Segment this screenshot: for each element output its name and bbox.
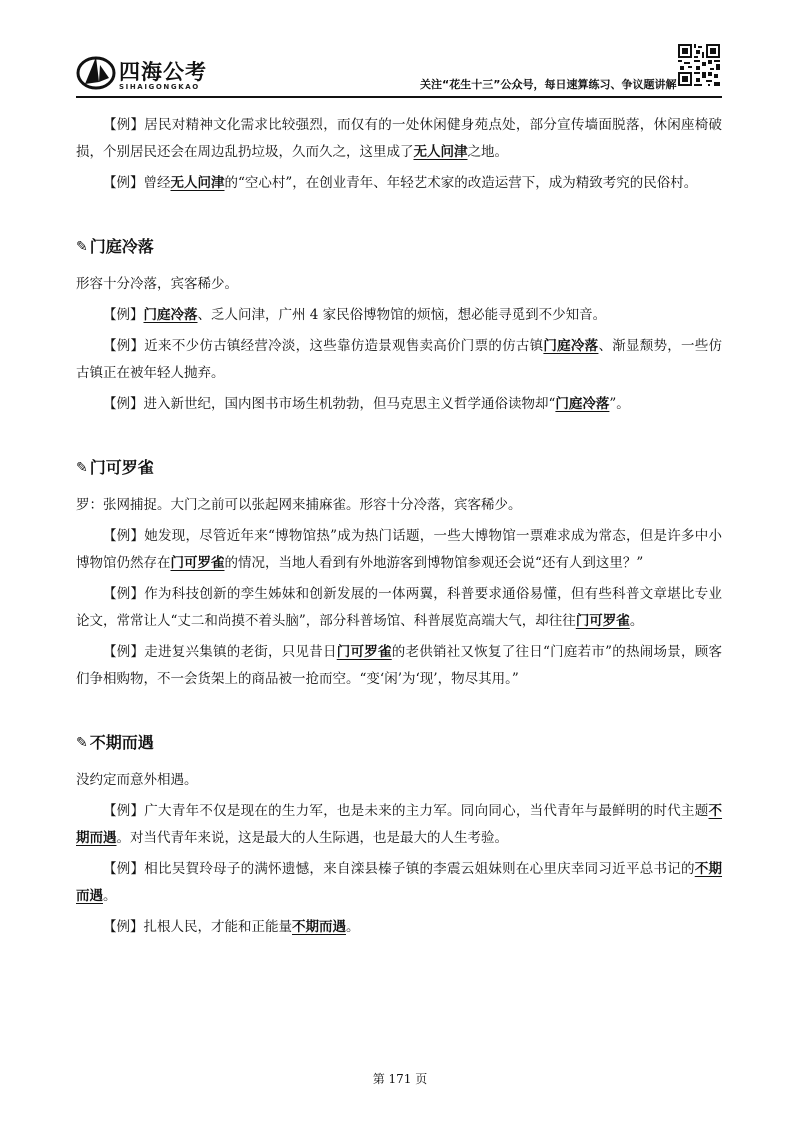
example-paragraph: 【例】走进复兴集镇的老街，只见昔日门可罗雀的老供销社又恢复了往日“门庭若市”的热闹场景，顾客们争相购物，不一会货架上的商品被一抢而空。“变‘闲’为‘现’，物尽其用。”: [76, 644, 723, 687]
keyword-highlight: 门可罗雀: [170, 555, 225, 571]
idiom-section: [76, 731, 722, 941]
header-divider: [76, 96, 722, 98]
keyword-highlight: 门可罗雀: [336, 644, 392, 660]
example-paragraph: 【例】近来不少仿古镇经营冷淡，这些靠仿造景观售卖高价门票的仿古镇门庭冷落、渐显颓势，一些仿古镇正在被年轻人抛弃。: [76, 338, 723, 381]
page-body: [76, 112, 722, 945]
example-paragraph: 【例】进入新世纪，国内图书市场生机勃勃，但马克思主义哲学通俗读物却“门庭冷落”。: [103, 396, 630, 412]
idiom-definition: 形容十分冷落，宾客稀少。: [76, 276, 238, 292]
idiom-definition: 罗：张网捕捉。大门之前可以张起网来捕麻雀。形容十分冷落，宾客稀少。: [76, 497, 522, 513]
keyword-highlight: 无人问津: [413, 144, 468, 160]
example-paragraph: 【例】曾经无人问津的“空心村”，在创业青年、年轻艺术家的改造运营下，成为精致考究的民俗村。: [103, 175, 698, 191]
brand-subtitle: SIHAIGONGKAO: [119, 83, 200, 91]
keyword-highlight: 门庭冷落: [543, 338, 599, 354]
keyword-highlight: 无人问津: [170, 175, 225, 191]
example-paragraph: 【例】作为科技创新的孪生姊妹和创新发展的一体两翼，科普要求通俗易懂，但有些科普文章堪比专业论文，常常让人“丈二和尚摸不着头脑”，部分科普场馆、科普展览高端大气，却往往门可罗雀。: [76, 586, 723, 629]
pencil-icon: ✎: [76, 239, 88, 255]
sail-logo-icon: [76, 52, 116, 92]
idiom-definition: 没约定而意外相遇。: [76, 772, 198, 788]
example-paragraph: 【例】她发现，尽管近年来“博物馆热”成为热门话题，一些大博物馆一票难求成为常态，但是许多中小博物馆仍然存在门可罗雀的情况，当地人看到有外地游客到博物馆参观还会说“还有人到这里？”: [76, 528, 722, 571]
idiom-heading: ✎ 门庭冷落: [76, 235, 722, 259]
keyword-highlight: 不期而遇: [76, 861, 723, 904]
keyword-highlight: 门庭冷落: [143, 307, 198, 323]
idiom-section: [76, 456, 722, 693]
header-slogan: 关注“花生十三”公众号，每日速算练习、争议题讲解: [420, 78, 677, 91]
example-paragraph: 【例】门庭冷落、乏人问津，广州 4 家民俗博物馆的烦恼，想必能寻觅到不少知音。: [103, 307, 607, 323]
example-paragraph: 【例】广大青年不仅是现在的生力军，也是未来的主力军。同向同心，当代青年与最鲜明的时代主题不期而遇。对当代青年来说，这是最大的人生际遇，也是最大的人生考验。: [76, 803, 723, 846]
qr-code-icon: [678, 44, 720, 86]
page-number: 第 171 页: [372, 1072, 428, 1086]
brand-name: 四海公考: [119, 60, 207, 84]
keyword-highlight: 不期而遇: [76, 803, 723, 846]
idiom-section: [76, 235, 722, 418]
keyword-highlight: 门可罗雀: [575, 613, 630, 629]
page-header: [0, 0, 800, 100]
keyword-highlight: 门庭冷落: [555, 396, 610, 412]
keyword-highlight: 不期而遇: [292, 919, 346, 935]
idiom-heading: ✎ 门可罗雀: [76, 456, 722, 480]
pencil-icon: ✎: [76, 735, 88, 751]
example-paragraph: 【例】扎根人民，才能和正能量不期而遇。: [103, 919, 360, 935]
example-paragraph: 【例】居民对精神文化需求比较强烈，而仅有的一处休闲健身苑点处，部分宣传墙面脱落，休闲座椅破损，个别居民还会在周边乱扔垃圾，久而久之，这里成了无人问津之地。: [76, 117, 723, 160]
example-paragraph: 【例】相比吴賀玲母子的满怀遗憾，来自滦县榛子镇的李震云姐妹则在心里庆幸同习近平总书记的不期而遇。: [76, 861, 723, 904]
pencil-icon: ✎: [76, 460, 88, 476]
idiom-heading: ✎ 不期而遇: [76, 731, 722, 755]
